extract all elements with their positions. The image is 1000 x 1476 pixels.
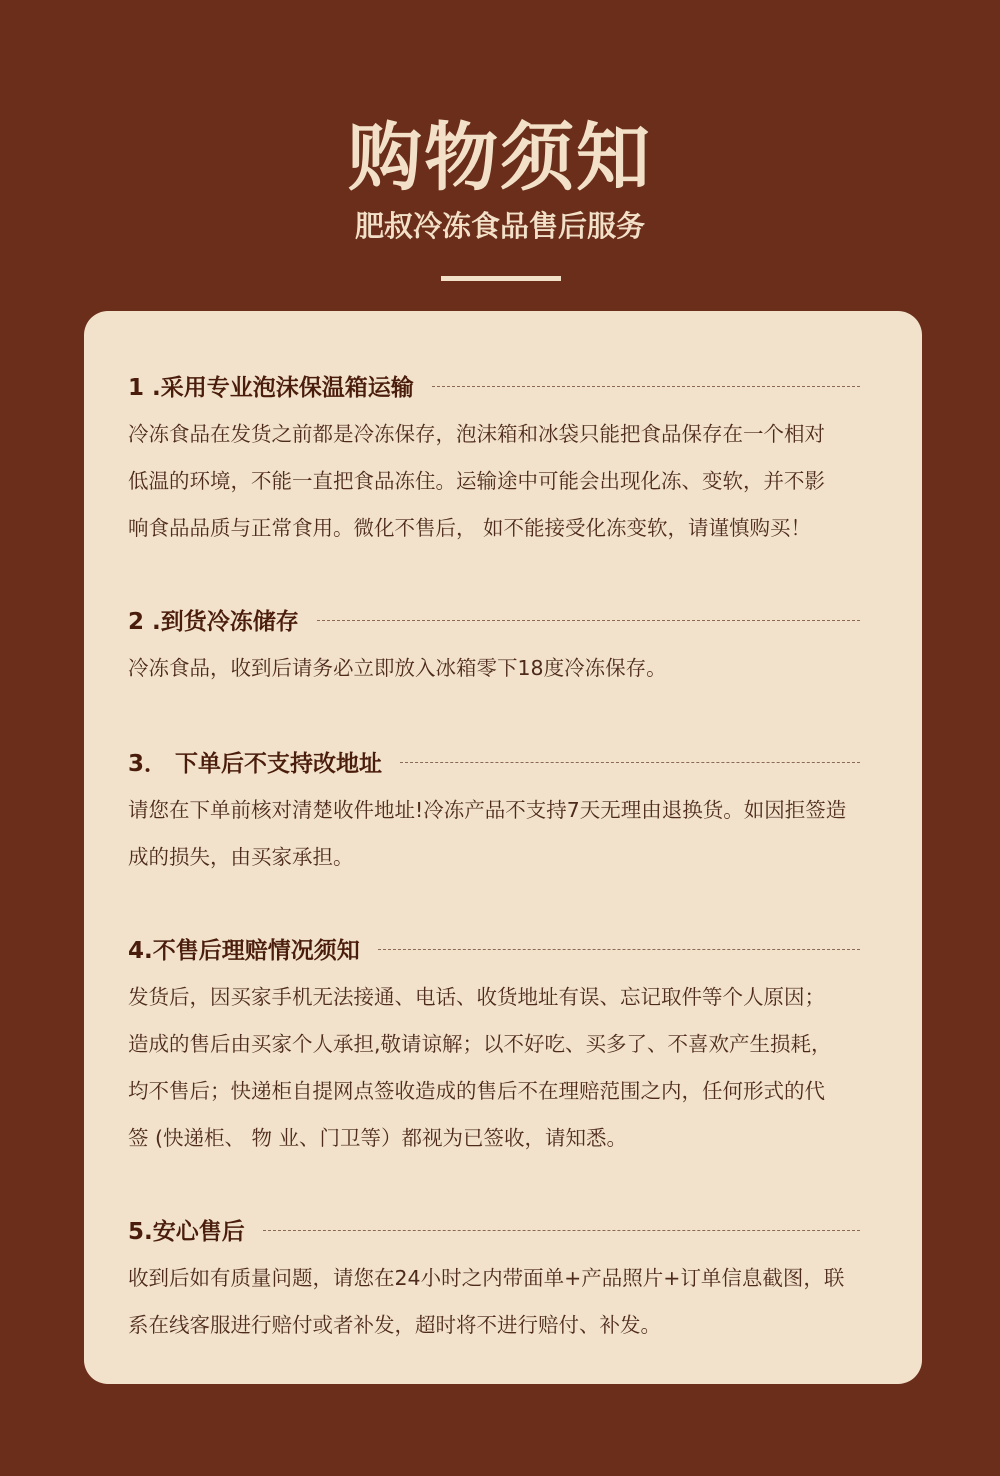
section-text-line: 成的损失，由买家承担。 <box>128 845 354 869</box>
section-title: 4.不售后理赔情况须知 <box>128 937 360 964</box>
section-title: 1 .采用专业泡沫保温箱运输 <box>128 374 414 401</box>
section-body <box>128 974 888 1162</box>
section-no-claims <box>128 926 888 1162</box>
section-address <box>128 739 888 881</box>
dashed-divider <box>400 762 860 763</box>
section-body <box>128 645 888 692</box>
page-subtitle: 肥叔冷冻食品售后服务 <box>354 209 645 243</box>
section-after-sales <box>128 1207 888 1349</box>
section-body <box>128 1255 888 1349</box>
section-text-line: 造成的售后由买家个人承担,敬请谅解；以不好吃、买多了、不喜欢产生损耗， <box>128 1032 832 1056</box>
dashed-divider <box>263 1230 860 1231</box>
dashed-divider <box>378 949 860 950</box>
section-header <box>128 926 888 970</box>
section-text-line: 冷冻食品在发货之前都是冷冻保存，泡沫箱和冰袋只能把食品保存在一个相对 <box>128 422 825 446</box>
dashed-divider <box>317 620 860 621</box>
section-text-line: 系在线客服进行赔付或者补发，超时将不进行赔付、补发。 <box>128 1313 661 1337</box>
section-text-line: 发货后，因买家手机无法接通、电话、收货地址有误、忘记取件等个人原因； <box>128 985 825 1009</box>
section-text-line: 均不售后；快递柜自提网点签收造成的售后不在理赔范围之内，任何形式的代 <box>128 1079 825 1103</box>
section-text-line: 请您在下单前核对清楚收件地址!冷冻产品不支持7天无理由退换货。如因拒签造 <box>128 798 847 822</box>
section-text-line: 收到后如有质量问题，请您在24小时之内带面单+产品照片+订单信息截图，联 <box>128 1266 845 1290</box>
section-header <box>128 597 888 641</box>
section-header <box>128 1207 888 1251</box>
section-text-line: 签 (快递柜、 物 业、门卫等）都视为已签收，请知悉。 <box>128 1126 628 1150</box>
section-storage <box>128 597 888 692</box>
page-title: 购物须知 <box>348 115 652 201</box>
section-packaging <box>128 363 888 552</box>
section-body <box>128 411 888 552</box>
section-title: 5.安心售后 <box>128 1218 245 1245</box>
section-title: 2 .到货冷冻储存 <box>128 608 299 635</box>
header <box>0 0 1000 310</box>
section-text-line: 冷冻食品，收到后请务必立即放入冰箱零下18度冷冻保存。 <box>128 656 667 680</box>
section-title: 3． 下单后不支持改地址 <box>128 750 383 777</box>
section-text-line: 响食品品质与正常食用。微化不售后， 如不能接受化冻变软，请谨慎购买！ <box>128 516 812 540</box>
section-body <box>128 787 888 881</box>
section-header <box>128 739 888 783</box>
section-text-line: 低温的环境，不能一直把食品冻住。运输途中可能会出现化冻、变软，并不影 <box>128 469 825 493</box>
title-divider <box>441 276 561 281</box>
section-header <box>128 363 888 407</box>
dashed-divider <box>432 386 860 387</box>
